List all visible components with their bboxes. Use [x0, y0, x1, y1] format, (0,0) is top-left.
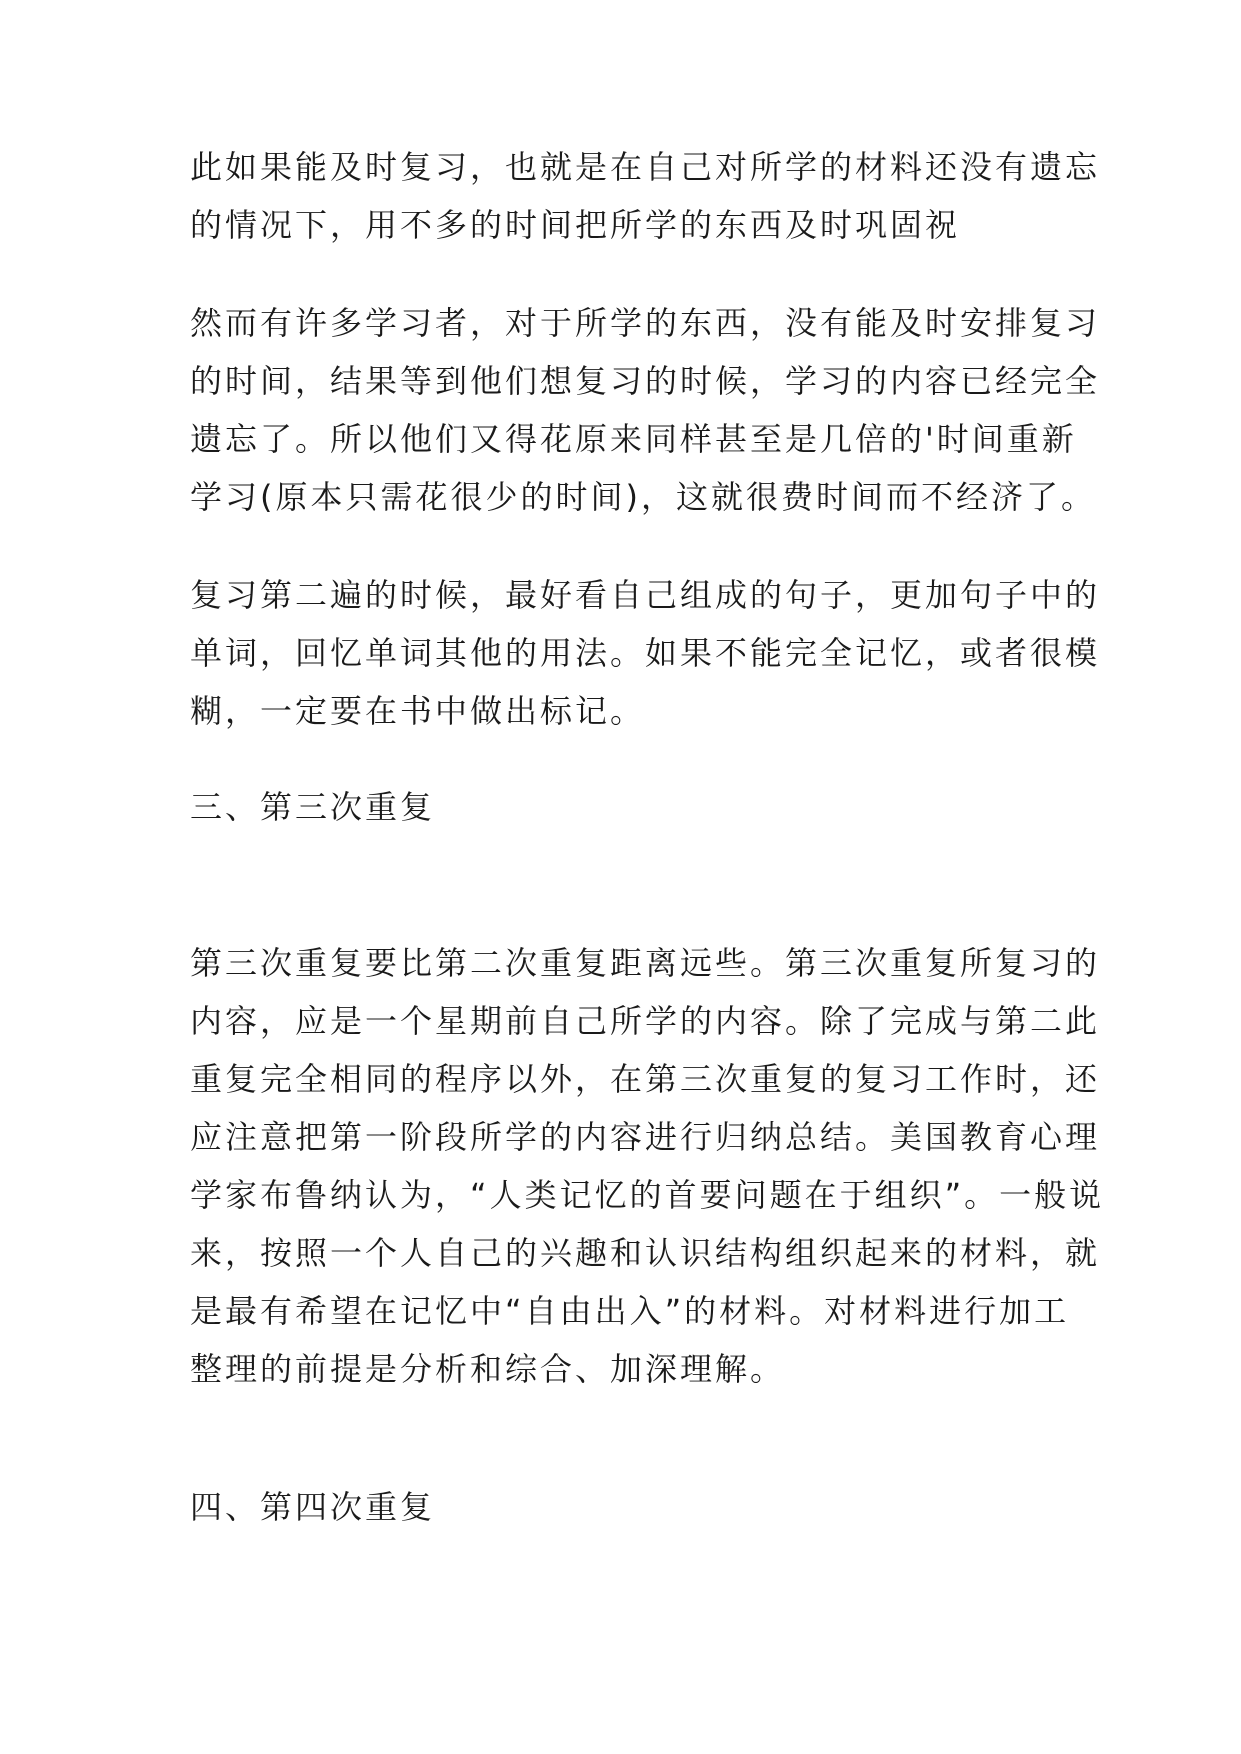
- text-line: 遗忘了。所以他们又得花原来同样甚至是几倍的'时间重新: [190, 420, 1077, 458]
- section-heading-third: [190, 778, 1070, 836]
- text-line: 的时间，结果等到他们想复习的时候，学习的内容已经完全: [190, 362, 1101, 400]
- heading-text: 三、第三次重复: [190, 788, 436, 826]
- heading-text: 四、第四次重复: [190, 1488, 436, 1526]
- text-line: 学习(原本只需花很少的时间)，这就很费时间而不经济了。: [190, 478, 1096, 516]
- text-line: 然而有许多学习者，对于所学的东西，没有能及时安排复习: [190, 304, 1101, 342]
- text-line: 重复完全相同的程序以外，在第三次重复的复习工作时，还: [190, 1060, 1101, 1098]
- paragraph-second-review: [190, 566, 1101, 740]
- text-line: 应注意把第一阶段所学的内容进行归纳总结。美国教育心理: [190, 1118, 1101, 1156]
- text-line: 内容，应是一个星期前自己所学的内容。除了完成与第二此: [190, 1002, 1101, 1040]
- text-line: 学家布鲁纳认为，“人类记忆的首要问题在于组织”。一般说: [190, 1176, 1105, 1214]
- text-line: 糊，一定要在书中做出标记。: [190, 692, 646, 730]
- text-line: 第三次重复要比第二次重复距离远些。第三次重复所复习的: [190, 944, 1101, 982]
- text-line: 此如果能及时复习，也就是在自己对所学的材料还没有遗忘: [190, 148, 1101, 186]
- paragraph-third-repetition: [190, 934, 1105, 1398]
- text-line: 单词，回忆单词其他的用法。如果不能完全记忆，或者很模: [190, 634, 1101, 672]
- paragraph-learners-forget: [190, 294, 1101, 526]
- text-line: 是最有希望在记忆中“自由出入”的材料。对材料进行加工: [190, 1292, 1070, 1330]
- section-heading-fourth: [190, 1478, 1070, 1536]
- text-line: 复习第二遍的时候，最好看自己组成的句子，更加句子中的: [190, 576, 1101, 614]
- text-line: 整理的前提是分析和综合、加深理解。: [190, 1350, 786, 1388]
- paragraph-timely-review: [190, 138, 1101, 254]
- text-line: 来，按照一个人自己的兴趣和认识结构组织起来的材料，就: [190, 1234, 1101, 1272]
- text-line: 的情况下，用不多的时间把所学的东西及时巩固祝: [190, 206, 961, 244]
